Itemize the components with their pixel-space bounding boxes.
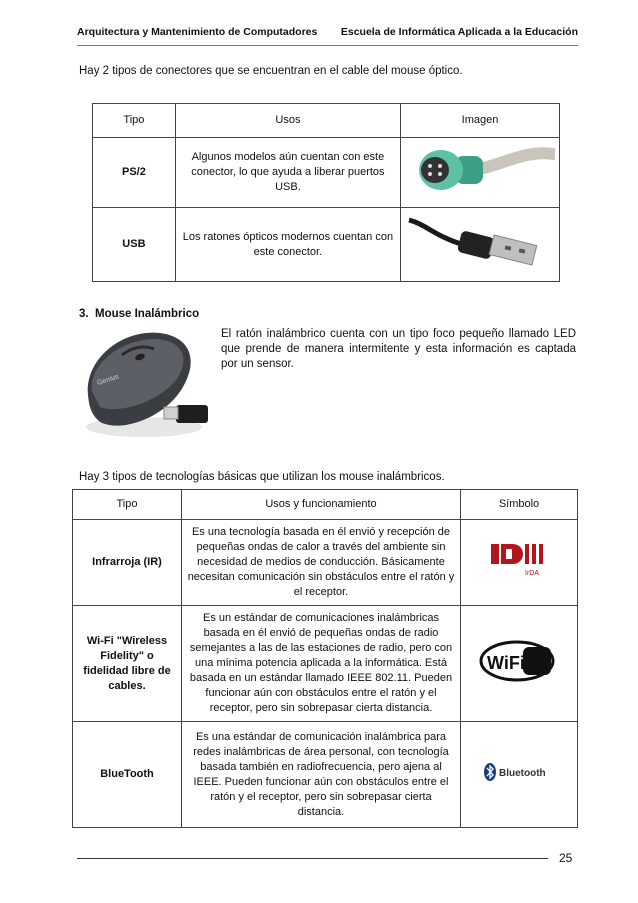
intro2-paragraph: Hay 3 tipos de tecnologías básicas que utilizan los mouse inalámbricos. [79,471,445,483]
section-title: Mouse Inalámbrico [94,308,200,320]
row-usos: Es una tecnología basada en él envió y recepción de pequeñas ondas de calor a través del ambiente sin necesidad de medios de conducción. Básicamente necesitan comunicación sin obstáculos entre el ratón y el receptor. [182,520,461,606]
table-row [73,606,578,722]
row-usos: Los ratones ópticos modernos cuentan con este conector. [175,208,400,282]
wireless-mouse-image [78,323,218,443]
header-divider [77,45,578,46]
table1-header-tipo: Tipo [93,104,176,138]
bluetooth-logo-icon [483,760,555,789]
row-tipo: Infrarroja (IR) [73,520,182,606]
table2-header-tipo: Tipo [73,490,182,520]
table2-header-usos: Usos y funcionamiento [182,490,461,520]
footer-divider [77,858,548,859]
connector-table [92,103,560,282]
svg-text:WiFi: WiFi [487,653,525,673]
page-number: 25 [559,851,573,865]
row-usos: Algunos modelos aún cuentan con este conector, lo que ayuda a liberar puertos USB. [175,138,400,208]
header-right: Escuela de Informática Aplicada a la Educación [340,26,578,38]
section-number: 3. [79,308,89,320]
ps2-connector-icon [405,142,555,203]
mouse-logo: Genius [96,373,120,387]
technology-table [72,489,578,828]
section-heading [79,307,199,322]
row-tipo: USB [93,208,176,282]
intro-paragraph: Hay 2 tipos de conectores que se encuentran en el cable del mouse óptico. [79,65,463,77]
row-tipo: Wi-Fi "Wireless Fidelity" o fidelidad libre de cables. [73,606,182,722]
usb-connector-icon [405,214,555,275]
page-header [77,26,578,40]
table-row [73,520,578,606]
row-usos: Es una estándar de comunicación inalámbrica para redes inalámbricas de área personal, con tecnología basada también en radiofrecuencia, pero ajena al IEEE. Pueden funcionar aún con obstáculos entre el ratón y el receptor, pero sin sobrepasar cierta distancia. [182,722,461,828]
table2-header-simbolo: Símbolo [461,490,578,520]
header-left: Arquitectura y Mantenimiento de Computadores [77,26,318,38]
row-usos: Es un estándar de comunicaciones inalámbricas basada en él envió de pequeñas ondas de radio semejantes a las de las estaciones de radio, pero con una mínima potencia aplicada a la informática. Está basada en un estándar llamado IEEE 802.11. Pueden funcionar aún con obstáculos entre el ratón y el receptor, pero sin sobrepasar cierta distancia. [182,606,461,722]
svg-text:Bluetooth: Bluetooth [499,768,546,779]
table-row [93,208,560,282]
wifi-logo-icon [479,639,559,688]
table1-header-imagen: Imagen [401,104,560,138]
table1-header-usos: Usos [175,104,400,138]
irda-logo-icon [489,540,549,585]
table-row [93,138,560,208]
table-row [73,722,578,828]
row-tipo: BlueTooth [73,722,182,828]
section-paragraph: El ratón inalámbrico cuenta con un tipo foco pequeño llamado LED que prende de manera intermitente y esta información es captada por un sensor. [221,328,576,370]
row-tipo: PS/2 [93,138,176,208]
svg-text:IrDA: IrDA [525,570,539,577]
